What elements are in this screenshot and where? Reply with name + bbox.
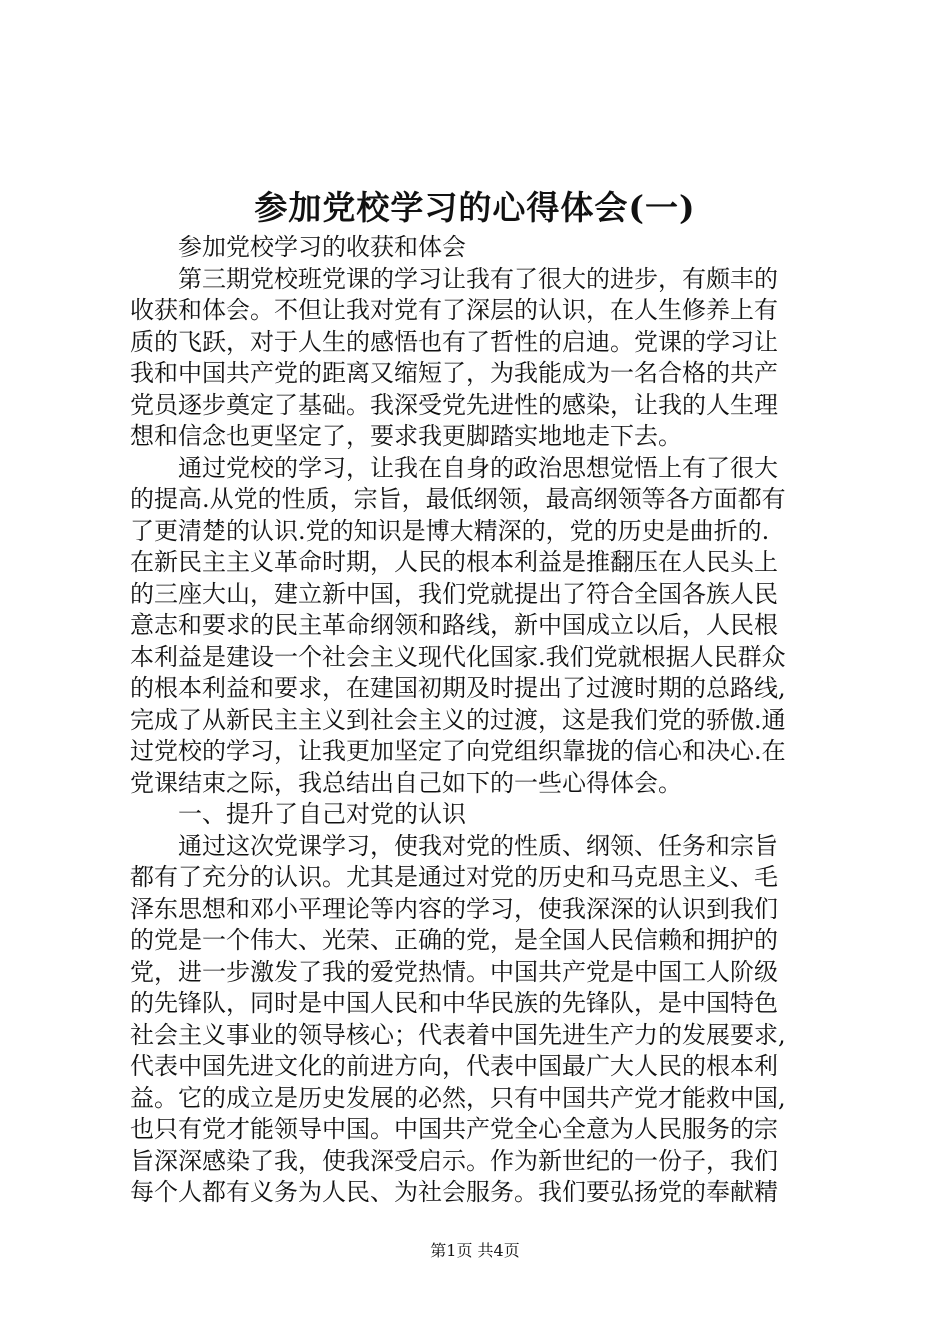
body-line: 社会主义事业的领导核心；代表着中国先进生产力的发展要求, [130, 1020, 786, 1049]
body-line: 党，进一步激发了我的爱党热情。中国共产党是中国工人阶级 [130, 957, 778, 986]
body-line: 完成了从新民主主义到社会主义的过渡，这是我们党的骄傲.通 [130, 705, 786, 734]
page-footer: 第1页 共4页 [430, 1241, 520, 1260]
body-line: 意志和要求的民主革命纲领和路线，新中国成立以后，人民根 [130, 611, 778, 639]
body-line: 本利益是建设一个社会主义现代化国家.我们党就根据人民群众 [130, 642, 786, 671]
body-line: 的提高.从党的性质，宗旨，最低纲领，最高纲领等各方面都有 [130, 485, 786, 513]
body-line: 益。它的成立是历史发展的必然，只有中国共产党才能救中国, [130, 1083, 786, 1112]
body-line: 泽东思想和邓小平理论等内容的学习，使我深深的认识到我们 [130, 894, 778, 923]
body-line: 通过党校的学习，让我在自身的政治思想觉悟上有了很大 [178, 453, 778, 482]
body-line: 党课结束之际，我总结出自己如下的一些心得体会。 [130, 768, 682, 797]
body-line: 也只有党才能领导中国。中国共产党全心全意为人民服务的宗 [130, 1115, 778, 1143]
body-line: 想和信念也更坚定了，要求我更脚踏实地地走下去。 [130, 422, 682, 450]
body-line: 收获和体会。不但让我对党有了深层的认识，在人生修养上有 [130, 296, 778, 324]
body-line: 通过这次党课学习，使我对党的性质、纲领、任务和宗旨 [178, 831, 778, 860]
document-title: 参加党校学习的心得体会(一) [254, 188, 696, 227]
body-line: 每个人都有义务为人民、为社会服务。我们要弘扬党的奉献精 [130, 1178, 778, 1206]
body-line: 旨深深感染了我，使我深受启示。作为新世纪的一份子，我们 [130, 1146, 778, 1175]
body-line: 都有了充分的认识。尤其是通过对党的历史和马克思主义、毛 [130, 863, 778, 891]
body-line: 党员逐步奠定了基础。我深受党先进性的感染，让我的人生理 [130, 390, 778, 419]
section-heading: 一、提升了自己对党的认识 [178, 800, 466, 828]
body-line: 过党校的学习，让我更加坚定了向党组织靠拢的信心和决心.在 [130, 737, 786, 765]
body-line: 代表中国先进文化的前进方向，代表中国最广大人民的根本利 [130, 1052, 778, 1080]
body-line: 的三座大山，建立新中国，我们党就提出了符合全国各族人民 [130, 579, 778, 608]
body-line: 了更清楚的认识.党的知识是博大精深的，党的历史是曲折的. [130, 516, 770, 545]
body-line: 的先锋队，同时是中国人民和中华民族的先锋队，是中国特色 [130, 989, 778, 1017]
body-line: 参加党校学习的收获和体会 [178, 233, 466, 261]
document-body [130, 232, 830, 1209]
body-line: 质的飞跃，对于人生的感悟也有了哲性的启迪。党课的学习让 [130, 327, 778, 356]
body-line: 我和中国共产党的距离又缩短了，为我能成为一名合格的共产 [130, 359, 778, 387]
body-line: 的党是一个伟大、光荣、正确的党，是全国人民信赖和拥护的 [130, 926, 778, 954]
body-line: 在新民主主义革命时期，人民的根本利益是推翻压在人民头上 [130, 548, 778, 576]
body-line: 第三期党校班党课的学习让我有了很大的进步，有颇丰的 [178, 264, 778, 293]
body-line: 的根本利益和要求，在建国初期及时提出了过渡时期的总路线, [130, 674, 786, 702]
